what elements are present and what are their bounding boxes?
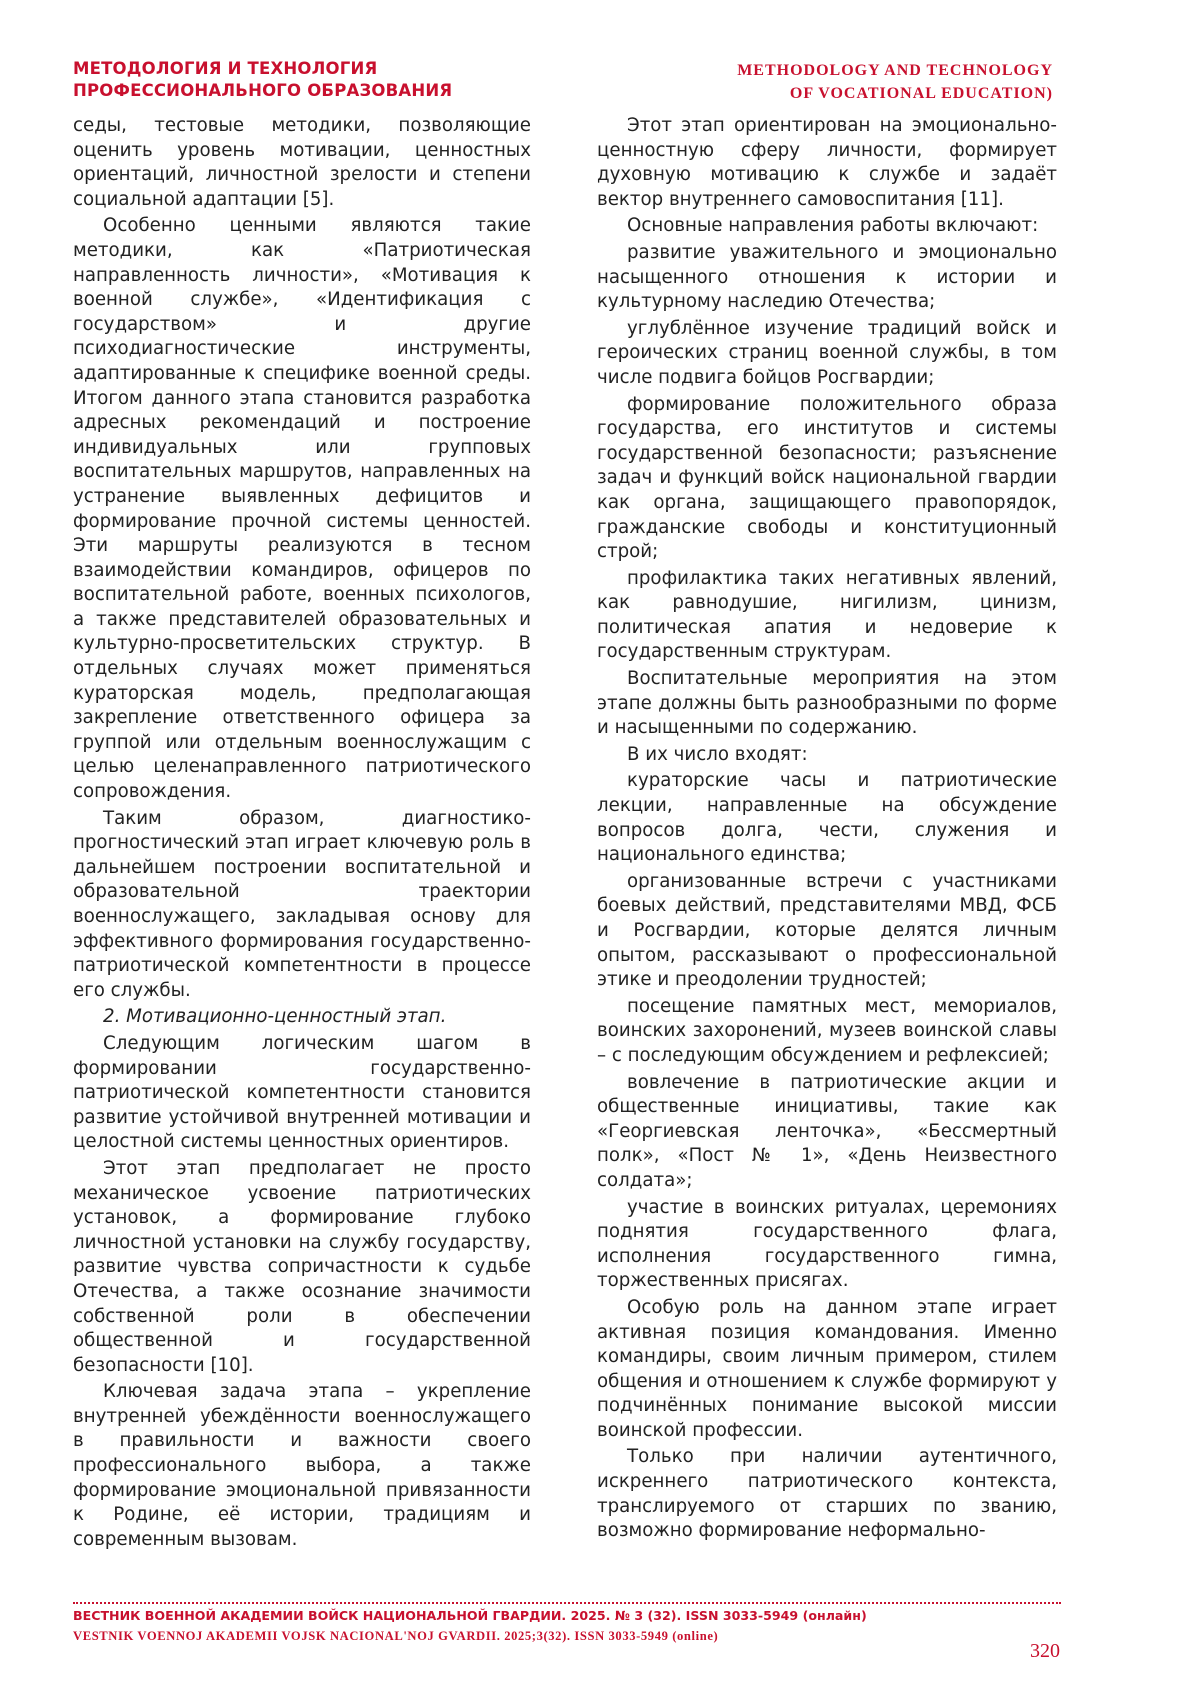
paragraph: Этот этап предполагает не просто механическое усвоение патриотических установок, а формирование глубоко личностной установки на службу государству, развитие чувства сопричастности к судьбе Отечества, а также осознание значимости собственной роли в обеспечении общественной и государственной безопасности [10]. <box>73 1157 531 1376</box>
page-number: 320 <box>1030 1640 1060 1662</box>
paragraph: Этот этап ориентирован на эмоционально-ценностную сферу личности, формирует духовную мотивацию к службе и задаёт вектор внутреннего самовоспитания [11]. <box>597 115 1057 210</box>
left-column <box>73 114 531 1554</box>
footer-citation-en: VESTNIK VOENNOJ AKADEMII VOJSK NACIONAL'NOJ GVARDII. 2025;3(32). ISSN 3033-5949 (online) <box>73 1629 719 1643</box>
paragraph: Основные направления работы включают: <box>627 215 1039 237</box>
header-ru-line1: МЕТОДОЛОГИЯ И ТЕХНОЛОГИЯ <box>73 59 378 78</box>
list-item: посещение памятных мест, мемориалов, воинских захоронений, музеев воинской славы – с последующим обсуждением и рефлексией; <box>597 995 1057 1066</box>
footer-divider <box>73 1602 1061 1604</box>
header-en-line2: OF VOCATIONAL EDUCATION) <box>789 85 1053 102</box>
header-ru-line2: ПРОФЕССИОНАЛЬНОГО ОБРАЗОВАНИЯ <box>73 81 453 100</box>
list-item: организованные встречи с участниками боевых действий, представителями МВД, ФСБ и Росгвардии, которые делятся личным опытом, рассказывают о профессиональной этике и преодолении трудностей; <box>597 870 1057 991</box>
paragraph: Таким образом, диагностико-прогностический этап играет ключевую роль в дальнейшем построении воспитательной и образовательной траектории военнослужащего, закладывая основу для эффективного формирования государственно-патриотической компетентности в процессе его службы. <box>73 807 531 1001</box>
paragraph: Только при наличии аутентичного, искреннего патриотического контекста, транслируемого от старших по званию, возможно формирование неформально- <box>597 1446 1057 1542</box>
paragraph: Особую роль на данном этапе играет активная позиция командования. Именно командиры, своим личным примером, стилем общения и отношением к службе формируют у подчинённых понимание высокой миссии воинской профессии. <box>597 1296 1057 1441</box>
journal-section-title-en <box>737 59 1053 105</box>
paragraph: Особенно ценными являются такие методики, как «Патриотическая направленность личности», «Мотивация к военной службе», «Идентификация с государством» и другие психодиагностические инструменты, адаптированные к специфике военной среды. Итогом данного этапа становится разработка адресных рекомендаций и построение индивидуальных или групповых воспитательных маршрутов, направленных на устранение выявленных дефицитов и формирование прочной системы ценностей. Эти маршруты реализуются в тесном взаимодействии командиров, офицеров по воспитательной работе, военных психологов, а также представителей образовательных и культурно-просветительских структур. В отдельных случаях может применяться кураторская модель, предполагающая закрепление ответственного офицера за группой или отдельным военнослужащим с целью целенаправленного патриотического сопровождения. <box>73 215 531 803</box>
list-item: развитие уважительного и эмоционально насыщенного отношения к истории и культурному наследию Отечества; <box>597 241 1057 313</box>
list-item: профилактика таких негативных явлений, как равнодушие, нигилизм, цинизм, политическая апатия и недоверие к государственным структурам. <box>597 567 1057 663</box>
header-en-line1: METHODOLOGY AND TECHNOLOGY <box>737 62 1053 79</box>
paragraph: В их число входят: <box>627 743 808 765</box>
right-column <box>597 114 1057 1546</box>
paragraph: Следующим логическим шагом в формировании государственно-патриотической компетентности становится развитие устойчивой внутренней мотивации и целостной системы ценностных ориентиров. <box>73 1032 531 1153</box>
paragraph: седы, тестовые методики, позволяющие оценить уровень мотивации, ценностных ориентаций, личностной зрелости и степени социальной адаптации [5]. <box>73 115 531 210</box>
list-item: углублённое изучение традиций войск и героических страниц военной службы, в том числе подвига бойцов Росгвардии; <box>597 317 1057 388</box>
journal-section-title-ru <box>73 58 452 102</box>
paragraph: Воспитательные мероприятия на этом этапе должны быть разнообразными по форме и насыщенными по содержанию. <box>597 668 1057 739</box>
list-item: формирование положительного образа государства, его институтов и системы государственной безопасности; разъяснение задач и функций войск национальной гвардии как органа, защищающего правопорядок, гражданские свободы и конституционный строй; <box>597 393 1057 563</box>
list-item: кураторские часы и патриотические лекции, направленные на обсуждение вопросов долга, чести, служения и национального единства; <box>597 770 1057 866</box>
paragraph: Ключевая задача этапа – укрепление внутренней убеждённости военнослужащего в правильности и важности своего профессионального выбора, а также формирование эмоциональной привязанности к Родине, её истории, традициям и современным вызовам. <box>73 1381 531 1550</box>
list-item: вовлечение в патриотические акции и общественные инициативы, такие как «Георгиевская ленточка», «Бессмертный полк», «Пост № 1», «День Неизвестного солдата»; <box>597 1071 1057 1191</box>
section-heading: 2. Мотивационно-ценностный этап. <box>103 1006 447 1028</box>
list-item: участие в воинских ритуалах, церемониях поднятия государственного флага, исполнения государственного гимна, торжественных присягах. <box>597 1196 1057 1292</box>
footer-citation-ru: ВЕСТНИК ВОЕННОЙ АКАДЕМИИ ВОЙСК НАЦИОНАЛЬНОЙ ГВАРДИИ. 2025. № 3 (32). ISSN 3033-5949 (онлайн) <box>73 1608 867 1623</box>
